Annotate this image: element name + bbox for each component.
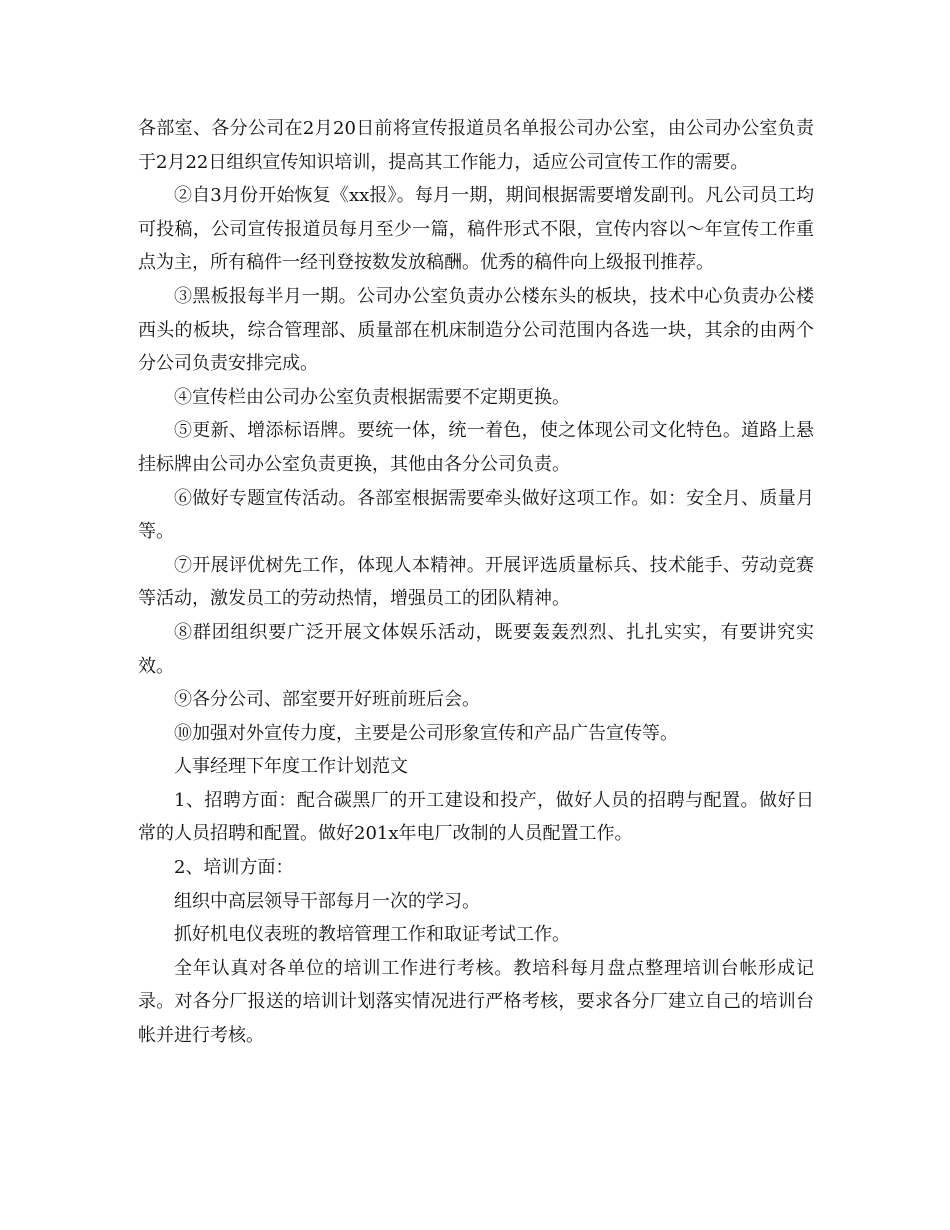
document-body [138,112,814,1053]
paragraph-item-9-meetings: ⑨各分公司、部室要开好班前班后会。 [174,689,480,711]
paragraph-training-notice: 各部室、各分公司在2月20日前将宣传报道员名单报公司办公室，由公司办公室负责于2月22日组织宣传知识培训，提高其工作能力，适应公司宣传工作的需要。 [138,118,814,173]
paragraph-item-7-awards: ⑦开展评优树先工作，体现人本精神。开展评选质量标兵、技术能手、劳动竞赛等活动，激发员工的劳动热情，增强员工的团队精神。 [138,554,814,610]
paragraph-training-study: 组织中高层领导干部每月一次的学习。 [174,890,480,912]
paragraph-training-heading: 2、培训方面： [174,857,294,879]
paragraph-item-5-signs: ⑤更新、增添标语牌。要统一体，统一着色，使之体现公司文化特色。道路上悬挂标牌由公司办公室负责更换，其他由各分公司负责。 [138,420,814,475]
paragraph-item-6-campaigns: ⑥做好专题宣传活动。各部室根据需要牵头做好这项工作。如：安全月、质量月等。 [138,487,814,543]
paragraph-item-4-bulletin: ④宣传栏由公司办公室负责根据需要不定期更换。 [174,386,570,408]
paragraph-training-assessment: 全年认真对各单位的培训工作进行考核。教培科每月盘点整理培训台帐形成记录。对各分厂报送的培训计划落实情况进行严格考核，要求各分厂建立自己的培训台帐并进行考核。 [138,957,814,1047]
paragraph-item-10-publicity: ⑩加强对外宣传力度，主要是公司形象宣传和产品广告宣传等。 [174,722,678,744]
paragraph-item-2-newspaper: ②自3月份开始恢复《xx报》。每月一期，期间根据需要增发副刊。凡公司员工均可投稿，公司宣传报道员每月至少一篇，稿件形式不限，宣传内容以～年宣传工作重点为主，所有稿件一经刊登按数发放稿酬。优秀的稿件向上级报刊推荐。 [138,185,814,274]
section-heading-hr-plan: 人事经理下年度工作计划范文 [174,756,408,778]
paragraph-item-8-activities: ⑧群团组织要广泛开展文体娱乐活动，既要轰轰烈烈、扎扎实实，有要讲究实效。 [138,621,814,677]
paragraph-training-certification: 抓好机电仪表班的教培管理工作和取证考试工作。 [174,924,570,946]
paragraph-item-3-blackboard: ③黑板报每半月一期。公司办公室负责办公楼东头的板块，技术中心负责办公楼西头的板块，综合管理部、质量部在机床制造分公司范围内各选一块，其余的由两个分公司负责安排完成。 [138,285,814,375]
paragraph-recruitment: 1、招聘方面：配合碳黑厂的开工建设和投产，做好人员的招聘与配置。做好日常的人员招聘和配置。做好201x年电厂改制的人员配置工作。 [138,789,814,845]
